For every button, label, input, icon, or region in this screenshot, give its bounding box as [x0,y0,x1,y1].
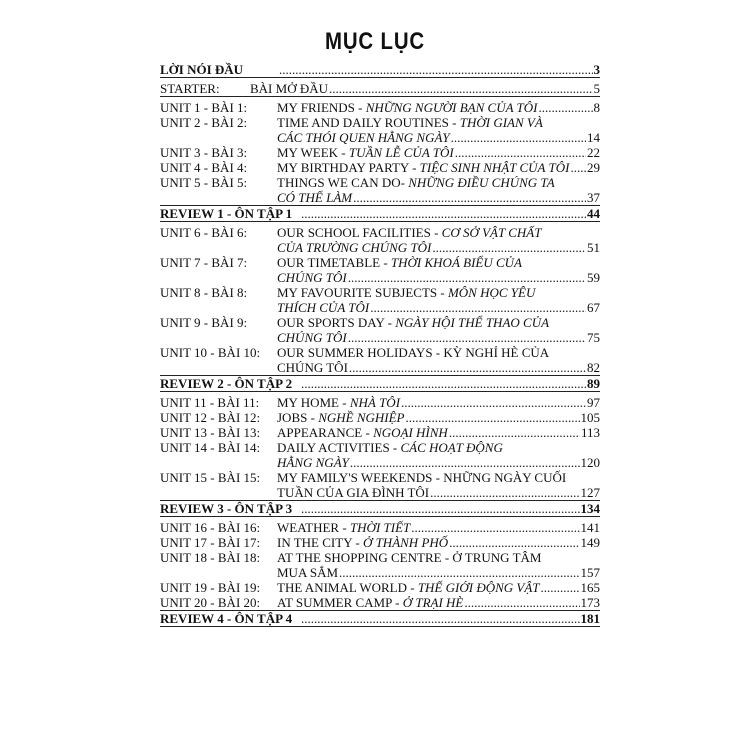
title-vi: NHỮNG NGƯỜI BẠN CỦA TÔI [365,100,538,115]
page-number: 67 [587,300,600,315]
dot-leader [464,595,579,610]
toc-entry-line [277,485,600,500]
toc-entry-line [277,225,600,240]
title-en: JOBS - [277,410,319,425]
dot-leader [541,580,580,595]
toc-entry-text [277,455,349,470]
toc-entry-label: REVIEW 2 - ÔN TẬP 2 [160,376,293,391]
page-number: 134 [580,501,600,516]
dot-leader [301,611,580,626]
toc-entry-label: UNIT 15 - BÀI 15: [160,470,261,485]
title-en: THINGS WE CAN DO- [277,175,409,190]
page-number: 141 [580,520,600,535]
toc-entry-text [277,565,338,580]
page-number: 3 [593,62,600,77]
toc-entry-line [277,255,600,270]
toc-entry [160,501,600,517]
title-vi: THỜI KHOÁ BIỂU CỦA [390,255,522,270]
toc-entry-label: UNIT 13 - BÀI 13: [160,425,261,440]
toc-entry [160,550,600,580]
title-vi: HẰNG NGÀY [277,455,349,470]
toc-entry-text [277,225,541,240]
toc-entry-body [250,81,600,96]
dot-leader [449,425,580,440]
dot-leader [411,520,579,535]
toc-entry-label: LỜI NÓI ĐẦU [160,62,244,77]
toc-entry-label: UNIT 2 - BÀI 2: [160,115,248,130]
toc-entry-body [277,175,600,205]
table-of-contents [160,62,600,630]
title-en: MY FAMILY'S WEEKENDS - NHỮNG NGÀY CUỐI [277,470,567,485]
toc-entry-text [277,520,410,535]
spacer [160,627,600,630]
page-number: 165 [580,580,600,595]
title-vi: TUẦN LỄ CỦA TÔI [348,145,454,160]
dot-leader [401,395,586,410]
title-en: OUR SUMMER HOLIDAYS - KỲ NGHỈ HÈ CỦA [277,345,550,360]
toc-entry-line [277,130,600,145]
title-vi: CÓ THỂ LÀM [277,190,353,205]
dot-leader [455,145,586,160]
toc-entry-text [277,345,549,360]
title-en: OUR SPORTS DAY - [277,315,396,330]
toc-entry-label: UNIT 12 - BÀI 12: [160,410,261,425]
toc-entry-line [277,175,600,190]
toc-entry-line [277,565,600,580]
toc-entry-line [277,395,600,410]
toc-entry-line [277,595,600,610]
title-vi: THỜI TIẾT [349,520,411,535]
title-en: MY FAVOURITE SUBJECTS - [277,285,448,300]
toc-entry [160,255,600,285]
toc-entry [160,145,600,160]
toc-entry [160,285,600,315]
toc-entry-text [277,160,569,175]
toc-entry-text [277,550,541,565]
toc-entry-body [277,395,600,410]
dot-leader [301,376,586,391]
toc-entry-line [250,81,600,96]
toc-entry-line [277,270,600,285]
toc-entry-text [277,580,540,595]
toc-entry-label: UNIT 20 - BÀI 20: [160,595,261,610]
page-number: 89 [587,376,600,391]
page-number: 44 [587,206,600,221]
toc-entry [160,376,600,392]
toc-entry [160,611,600,627]
toc-entry-body [277,285,600,315]
page-number: 22 [587,145,600,160]
page-number: 59 [587,270,600,285]
title-en: OUR SCHOOL FACILITIES - [277,225,442,240]
toc-entry-body [277,100,600,115]
toc-entry-text [277,485,429,500]
toc-entry-line [277,100,600,115]
title-en: MY FRIENDS - [277,100,366,115]
toc-entry-label: UNIT 19 - BÀI 19: [160,580,261,595]
toc-entry-label: REVIEW 3 - ÔN TẬP 3 [160,501,293,516]
toc-entry-label: UNIT 8 - BÀI 8: [160,285,248,300]
title-vi: NGHỀ NGHIỆP [318,410,405,425]
toc-entry-line [277,330,600,345]
toc-entry-label: UNIT 6 - BÀI 6: [160,225,248,240]
toc-entry-text [277,100,538,115]
toc-entry-line [277,520,600,535]
toc-entry-body [277,440,600,470]
toc-entry-text [250,81,328,96]
title-vi: CỦA TRƯỜNG CHÚNG TÔI [277,240,432,255]
toc-entry-line [277,470,600,485]
dot-leader [329,81,593,96]
toc-entry [160,206,600,222]
page-number: 113 [580,425,600,440]
toc-entry-body [277,535,600,550]
title-vi: CHÚNG TÔI [277,270,347,285]
toc-entry-line [277,115,600,130]
toc-entry-text [277,270,347,285]
title-en: MY HOME - [277,395,350,410]
title-vi: CƠ SỞ VẬT CHẤT [441,225,542,240]
toc-entry [160,470,600,501]
toc-entry-line [277,425,600,440]
dot-leader [348,330,586,345]
toc-entry-text [277,395,400,410]
toc-entry [160,410,600,425]
toc-entry [160,595,600,611]
page-number: 157 [580,565,600,580]
toc-entry-body [277,580,600,595]
toc-entry-body [277,550,600,580]
title-en: MUA SẮM [277,565,339,580]
dot-leader [539,100,593,115]
dot-leader [449,535,579,550]
toc-entry [160,440,600,470]
title-vi: TIỆC SINH NHẬT CỦA TÔI [419,160,570,175]
page-title: MỤC LỤC [324,28,426,55]
toc-entry-line [277,440,600,455]
toc-entry [160,175,600,206]
dot-leader [349,360,586,375]
toc-entry-line [277,580,600,595]
toc-entry-line [277,345,600,360]
toc-entry-text [277,410,404,425]
page-number: 127 [580,485,600,500]
toc-entry-label: UNIT 16 - BÀI 16: [160,520,261,535]
toc-entry-line [277,145,600,160]
toc-entry-label: STARTER: [160,81,220,96]
toc-entry-line [277,300,600,315]
title-en: BÀI MỞ ĐẦU [250,81,328,96]
toc-entry-body [277,160,600,175]
dot-leader [348,270,586,285]
toc-entry [160,81,600,97]
toc-entry-text [277,255,522,270]
toc-entry-body [277,470,600,500]
toc-entry-text [277,315,549,330]
dot-leader [353,190,586,205]
title-vi: THỜI GIAN VÀ [459,115,543,130]
toc-entry-body [277,315,600,345]
page-number: 29 [587,160,600,175]
toc-entry-label: UNIT 5 - BÀI 5: [160,175,248,190]
toc-entry-label: REVIEW 1 - ÔN TẬP 1 [160,206,293,221]
title-vi: Ở TRẠI HÈ [402,595,464,610]
toc-entry-text [277,595,463,610]
toc-entry-line [277,240,600,255]
toc-entry-line [277,315,600,330]
page-number: 149 [580,535,600,550]
title-vi: THẾ GIỚI ĐỘNG VẬT [417,580,540,595]
toc-entry [160,535,600,550]
dot-leader [570,160,586,175]
dot-leader [301,501,580,516]
toc-entry [160,315,600,345]
dot-leader [370,300,586,315]
page-number: 5 [593,81,600,96]
toc-entry [160,425,600,440]
toc-entry-text [277,115,543,130]
toc-entry-label: UNIT 18 - BÀI 18: [160,550,261,565]
toc-entry-text [277,190,352,205]
title-vi: CÁC THÓI QUEN HẰNG NGÀY [277,130,450,145]
toc-entry-line [277,550,600,565]
dot-leader [451,130,586,145]
page-number: 181 [580,611,600,626]
title-vi: NHÀ TÔI [349,395,401,410]
toc-entry-line [277,285,600,300]
title-vi: NGÀY HỘI THỂ THAO CỦA [395,315,550,330]
title-en: OUR TIMETABLE - [277,255,391,270]
title-en: MY BIRTHDAY PARTY - [277,160,420,175]
toc-entry-body [277,520,600,535]
page-number: 51 [587,240,600,255]
toc-entry-body [277,345,600,375]
toc-entry-text [277,440,503,455]
title-en: AT SUMMER CAMP - [277,595,403,610]
page-number: 75 [587,330,600,345]
toc-entry-line [277,535,600,550]
toc-entry-label: UNIT 14 - BÀI 14: [160,440,261,455]
dot-leader [432,240,586,255]
toc-entry [160,100,600,115]
toc-entry-line [277,360,600,375]
dot-leader [279,62,593,77]
toc-entry-label: UNIT 9 - BÀI 9: [160,315,248,330]
toc-entry-label: UNIT 17 - BÀI 17: [160,535,261,550]
toc-entry [160,225,600,255]
title-en: APPEARANCE - [277,425,374,440]
toc-entry-text [277,470,566,485]
toc-entry-label: UNIT 11 - BÀI 11: [160,395,260,410]
title-en: TUẦN CỦA GIA ĐÌNH TÔI [277,485,430,500]
toc-entry [160,395,600,410]
title-en: MY WEEK - [277,145,349,160]
title-vi: CÁC HOẠT ĐỘNG [400,440,503,455]
title-en: THE ANIMAL WORLD - [277,580,418,595]
toc-entry [160,62,600,78]
toc-entry-body [277,115,600,145]
toc-entry-body [277,255,600,285]
title-en: WEATHER - [277,520,350,535]
title-en: DAILY ACTIVITIES - [277,440,401,455]
toc-entry [160,520,600,535]
toc-entry-text [277,330,347,345]
toc-entry-label: REVIEW 4 - ÔN TẬP 4 [160,611,293,626]
title-vi: NHỮNG ĐIỀU CHÚNG TA [408,175,555,190]
page-number: 120 [580,455,600,470]
toc-entry-text [277,175,555,190]
toc-entry-text [277,360,348,375]
page-number: 8 [593,100,600,115]
dot-leader [339,565,579,580]
page-number: 105 [580,410,600,425]
page-number: 97 [587,395,600,410]
toc-entry-line [277,160,600,175]
toc-entry-text [277,145,454,160]
toc-entry-body [277,145,600,160]
title-vi: CHÚNG TÔI [277,330,347,345]
toc-entry-line [277,190,600,205]
toc-entry [160,115,600,145]
toc-entry [160,345,600,376]
toc-entry [160,580,600,595]
toc-entry-body [277,225,600,255]
toc-entry-text [277,130,450,145]
toc-entry-body [277,410,600,425]
dot-leader [301,206,586,221]
dot-leader [405,410,579,425]
title-vi: Ở THÀNH PHỐ [362,535,449,550]
toc-entry-label: UNIT 7 - BÀI 7: [160,255,248,270]
toc-entry-body [277,425,600,440]
toc-entry-body [277,595,600,610]
toc-entry-label: UNIT 4 - BÀI 4: [160,160,248,175]
toc-entry-label: UNIT 1 - BÀI 1: [160,100,248,115]
title-en: TIME AND DAILY ROUTINES - [277,115,460,130]
toc-entry-line [277,410,600,425]
page-number: 14 [587,130,600,145]
title-en: AT THE SHOPPING CENTRE - Ở TRUNG TÂM [277,550,542,565]
title-en: IN THE CITY - [277,535,363,550]
toc-entry-label: UNIT 3 - BÀI 3: [160,145,248,160]
toc-entry-text [277,240,431,255]
toc-entry-text [277,285,535,300]
title-en: CHÚNG TÔI [277,360,348,375]
toc-entry [160,160,600,175]
title-vi: THÍCH CỦA TÔI [277,300,370,315]
title-vi: NGOẠI HÌNH [373,425,448,440]
dot-leader [350,455,580,470]
title-vi: MÔN HỌC YÊU [447,285,536,300]
toc-entry-line [277,455,600,470]
page-number: 37 [587,190,600,205]
dot-leader [430,485,579,500]
page-number: 173 [580,595,600,610]
toc-entry-label: UNIT 10 - BÀI 10: [160,345,261,360]
page-number: 82 [587,360,600,375]
toc-entry-text [277,425,448,440]
toc-entry-text [277,300,369,315]
toc-entry-text [277,535,448,550]
